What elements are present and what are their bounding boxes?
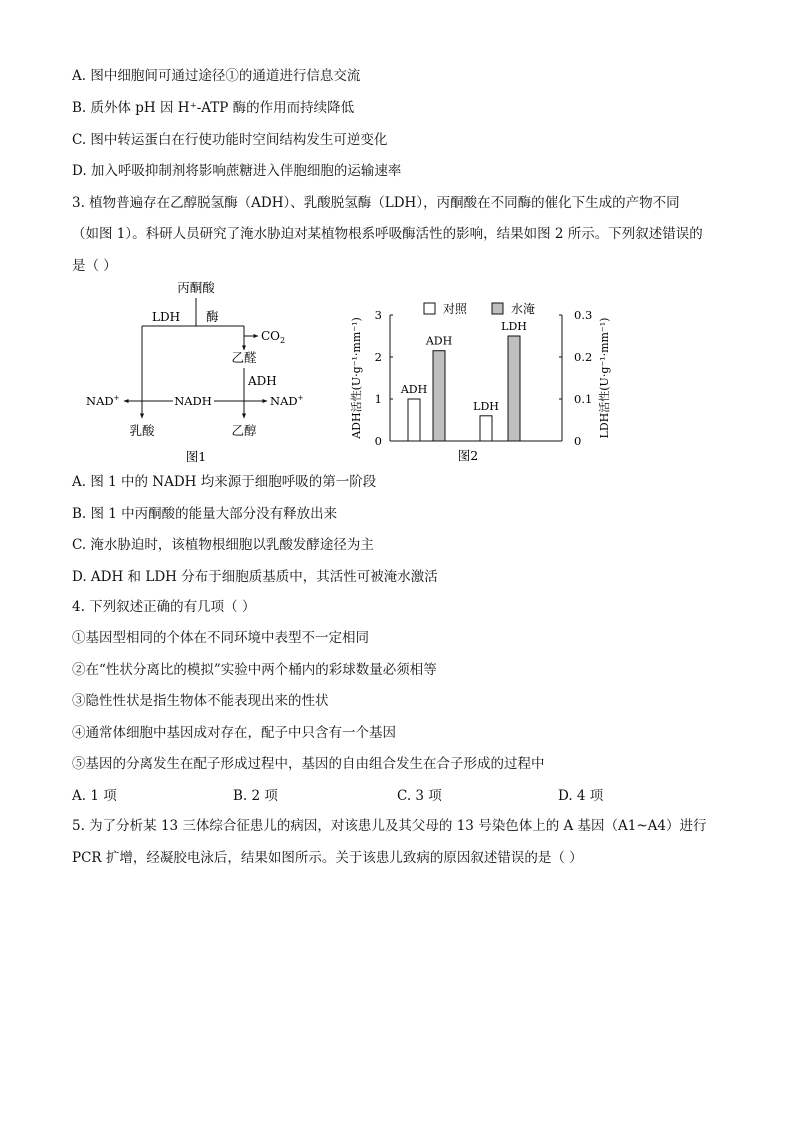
- q4-option-a: A. 1 项: [72, 788, 117, 804]
- q4-option-b: B. 2 项: [233, 788, 278, 804]
- left-tick-label: 1: [374, 392, 382, 406]
- ethanol-label: 乙醇: [231, 423, 257, 438]
- q4-statement-3: ③隐性性状是指生物体不能表现出来的性状: [72, 693, 329, 709]
- figure-1-caption: 图1: [185, 449, 207, 464]
- legend-swatch: [424, 303, 435, 314]
- lactate-label: 乳酸: [129, 423, 155, 438]
- bar-ldh-flooded: [508, 336, 520, 441]
- co2-label: $CO_2$: [261, 329, 286, 345]
- right-tick-label: 0.2: [574, 350, 593, 364]
- q2-option-a: A. 图中细胞间可通过途径①的通道进行信息交流: [72, 68, 361, 84]
- left-axis-title: ADH活性(U·g⁻¹·mm⁻¹): [350, 317, 363, 439]
- right-tick-label: 0.1: [574, 392, 593, 406]
- enzyme-label: 酶: [206, 309, 219, 324]
- q2-option-c: C. 图中转运蛋白在行使功能时空间结构发生可逆变化: [72, 132, 388, 148]
- q4-statement-2: ②在“性状分离比的模拟”实验中两个桶内的彩球数量必须相等: [72, 662, 437, 678]
- nadh-label: NADH: [174, 394, 212, 408]
- adh-enzyme-label: ADH: [248, 374, 277, 388]
- figure-2-bar-chart: [340, 290, 630, 466]
- bar-adh-control: [408, 399, 420, 441]
- bar-label-ldh: LDH: [473, 399, 499, 413]
- q3-option-d: D. ADH 和 LDH 分布于细胞质基质中，其活性可被淹水激活: [72, 569, 438, 585]
- figure-2-caption: 图2: [457, 448, 479, 463]
- q4-stem: 4. 下列叙述正确的有几项（ ）: [72, 599, 256, 615]
- right-tick-label: 0.3: [574, 308, 593, 322]
- q3-stem-line-3: 是（ ）: [72, 258, 117, 274]
- left-tick-label: 2: [374, 350, 382, 364]
- q4-option-d: D. 4 项: [558, 788, 604, 804]
- q3-option-a: A. 图 1 中的 NADH 均来源于细胞呼吸的第一阶段: [72, 474, 377, 490]
- q4-statement-1: ①基因型相同的个体在不同环境中表型不一定相同: [72, 630, 369, 646]
- legend-label: 对照: [443, 302, 468, 316]
- q4-statement-4: ④通常体细胞中基因成对存在，配子中只含有一个基因: [72, 725, 396, 741]
- nad-right-label: NAD+: [270, 394, 304, 408]
- q3-option-b: B. 图 1 中丙酮酸的能量大部分没有释放出来: [72, 506, 338, 522]
- q2-option-d: D. 加入呼吸抑制剂将影响蔗糖进入伴胞细胞的运输速率: [72, 163, 402, 179]
- acetaldehyde-label: 乙醛: [231, 350, 257, 365]
- right-tick-label: 0: [574, 434, 582, 448]
- q4-option-c: C. 3 项: [397, 788, 442, 804]
- pyruvate-label: 丙酮酸: [177, 280, 215, 295]
- q2-option-b: B. 质外体 pH 因 H⁺-ATP 酶的作用而持续降低: [72, 100, 355, 116]
- q3-option-c: C. 淹水胁迫时，该植物根细胞以乳酸发酵途径为主: [72, 537, 374, 553]
- bar-label-adh: ADH: [400, 383, 428, 396]
- ldh-enzyme-label: LDH: [152, 310, 181, 324]
- nad-left-label: NAD+: [86, 394, 120, 408]
- q3-stem-line-2: （如图 1）。科研人员研究了淹水胁迫对某植物根系呼吸酶活性的影响，结果如图 2 所示。下列叙述错误的: [72, 226, 703, 242]
- bar-label-ldh: LDH: [501, 320, 527, 333]
- right-axis-title: LDH活性(U·g⁻¹·mm⁻¹): [598, 317, 611, 439]
- figure-1-pathway-diagram: [76, 276, 326, 466]
- q3-stem-line-1: 3. 植物普遍存在乙醇脱氢酶（ADH）、乳酸脱氢酶（LDH），丙酮酸在不同酶的催化下生成的产物不同: [72, 195, 680, 211]
- q5-stem-line-1: 5. 为了分析某 13 三体综合征患儿的病因，对该患儿及其父母的 13 号染色体上的 A 基因（A1~A4）进行: [72, 818, 707, 834]
- bar-label-adh: ADH: [425, 334, 453, 348]
- q4-statement-5: ⑤基因的分离发生在配子形成过程中，基因的自由组合发生在合子形成的过程中: [72, 756, 545, 772]
- legend-label: 水淹: [511, 302, 536, 316]
- legend-swatch: [492, 303, 503, 314]
- q5-stem-line-2: PCR 扩增，经凝胶电泳后，结果如图所示。关于该患儿致病的原因叙述错误的是（ ）: [72, 850, 583, 866]
- left-tick-label: 0: [374, 434, 382, 448]
- bar-ldh-control: [480, 416, 492, 441]
- bar-adh-flooded: [433, 351, 445, 441]
- left-tick-label: 3: [374, 308, 382, 322]
